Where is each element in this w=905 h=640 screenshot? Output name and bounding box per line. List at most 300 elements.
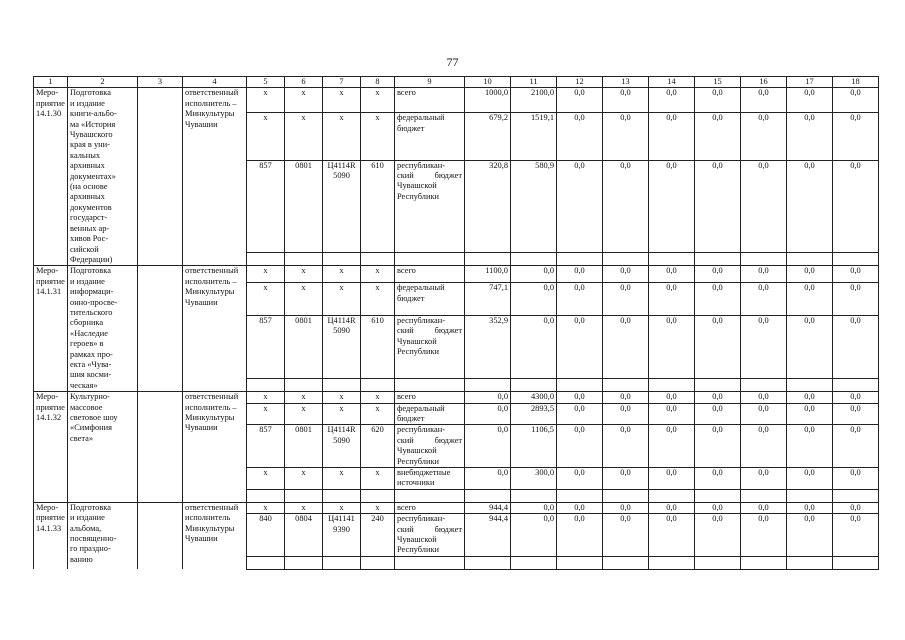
executor-cell bbox=[183, 266, 247, 392]
amount-cell: 0,0 bbox=[603, 403, 649, 425]
column-number: 11 bbox=[511, 77, 557, 88]
code-cell: 857 bbox=[247, 160, 285, 253]
spacer-cell bbox=[603, 379, 649, 392]
amount-cell: 0,0 bbox=[833, 514, 879, 557]
amount-cell: 0,0 bbox=[833, 266, 879, 283]
page-number: 77 bbox=[446, 55, 459, 69]
spacer-cell bbox=[741, 253, 787, 266]
amount-cell: 944,4 bbox=[465, 514, 511, 557]
amount-cell: 0,0 bbox=[603, 514, 649, 557]
spacer-cell bbox=[465, 489, 511, 502]
amount-cell: 0,0 bbox=[465, 403, 511, 425]
amount-cell: 0,0 bbox=[695, 514, 741, 557]
measure-name-line: (на основе bbox=[70, 182, 108, 192]
amount-cell: 0,0 bbox=[787, 266, 833, 283]
measure-name-line: ческая» bbox=[70, 380, 98, 390]
spacer-cell bbox=[511, 379, 557, 392]
measure-id-line: приятие bbox=[36, 513, 65, 523]
executor-cell bbox=[183, 392, 247, 503]
spacer-cell bbox=[557, 489, 603, 502]
table-body bbox=[34, 77, 879, 570]
amount-cell: 2100,0 bbox=[511, 88, 557, 113]
table-row bbox=[34, 266, 879, 283]
code-cell: x bbox=[247, 392, 285, 403]
amount-cell: 0,0 bbox=[695, 266, 741, 283]
amount-cell: 0,0 bbox=[511, 315, 557, 378]
empty-cell bbox=[138, 88, 183, 266]
measure-name-line: документов bbox=[70, 202, 112, 212]
amount-cell: 747,1 bbox=[465, 283, 511, 315]
measure-name-cell bbox=[68, 502, 138, 569]
code-cell: 0804 bbox=[285, 514, 323, 557]
executor-line: ответственный bbox=[185, 502, 239, 512]
measure-name-line: «Симфония bbox=[70, 423, 112, 433]
amount-cell: 0,0 bbox=[833, 113, 879, 160]
measure-id-line: приятие bbox=[36, 402, 65, 412]
code-cell: x bbox=[361, 502, 395, 513]
code-cell: x bbox=[285, 266, 323, 283]
measure-name-line: рамках про- bbox=[70, 349, 113, 359]
source-cell: федеральный бюджет bbox=[395, 403, 465, 425]
amount-cell: 0,0 bbox=[465, 425, 511, 468]
source-cell: федеральный бюджет bbox=[395, 113, 465, 160]
amount-cell: 0,0 bbox=[557, 392, 603, 403]
code-cell: x bbox=[323, 403, 361, 425]
amount-cell: 0,0 bbox=[787, 392, 833, 403]
spacer-cell bbox=[323, 556, 361, 569]
measure-name-line: книги-альбо- bbox=[70, 109, 117, 119]
amount-cell: 0,0 bbox=[695, 425, 741, 468]
amount-cell: 0,0 bbox=[557, 425, 603, 468]
measure-name-line: шия косми- bbox=[70, 370, 112, 380]
code-cell: 610 bbox=[361, 160, 395, 253]
executor-line: ответственный bbox=[185, 266, 239, 276]
amount-cell: 0,0 bbox=[465, 468, 511, 490]
column-number: 17 bbox=[787, 77, 833, 88]
spacer-cell bbox=[361, 253, 395, 266]
spacer-cell bbox=[833, 379, 879, 392]
spacer-cell bbox=[557, 379, 603, 392]
code-cell: x bbox=[285, 502, 323, 513]
measure-name-line: информаци- bbox=[70, 287, 114, 297]
amount-cell: 0,0 bbox=[741, 392, 787, 403]
spacer-cell bbox=[787, 253, 833, 266]
executor-line: Минкультуры bbox=[185, 413, 235, 422]
amount-cell: 0,0 bbox=[511, 502, 557, 513]
measure-id-line: Меро- bbox=[36, 266, 59, 276]
measure-name-line: альбома, bbox=[70, 523, 102, 533]
spacer-cell bbox=[395, 489, 465, 502]
source-cell: всего bbox=[395, 502, 465, 513]
code-cell: x bbox=[285, 113, 323, 160]
column-number: 13 bbox=[603, 77, 649, 88]
code-cell: Ц4114R 5090 bbox=[323, 425, 361, 468]
amount-cell: 0,0 bbox=[557, 266, 603, 283]
amount-cell: 0,0 bbox=[787, 315, 833, 378]
amount-cell: 0,0 bbox=[833, 425, 879, 468]
measure-name-line: посвященно- bbox=[70, 534, 117, 544]
measure-name-line: Культурно- bbox=[70, 392, 110, 402]
code-cell: x bbox=[323, 88, 361, 113]
spacer-cell bbox=[787, 489, 833, 502]
amount-cell: 0,0 bbox=[649, 514, 695, 557]
amount-cell: 0,0 bbox=[741, 266, 787, 283]
source-cell: всего bbox=[395, 266, 465, 283]
source-cell: всего bbox=[395, 392, 465, 403]
amount-cell: 320,8 bbox=[465, 160, 511, 253]
spacer-cell bbox=[649, 253, 695, 266]
measure-name-cell bbox=[68, 266, 138, 392]
executor-cell bbox=[183, 502, 247, 569]
code-cell: x bbox=[285, 392, 323, 403]
amount-cell: 0,0 bbox=[787, 283, 833, 315]
executor-line: Минкультуры bbox=[185, 523, 235, 533]
table-row bbox=[34, 392, 879, 403]
amount-cell: 0,0 bbox=[603, 425, 649, 468]
spacer-cell bbox=[465, 379, 511, 392]
code-cell: 0801 bbox=[285, 160, 323, 253]
amount-cell: 0,0 bbox=[695, 113, 741, 160]
spacer-cell bbox=[833, 489, 879, 502]
code-cell: 857 bbox=[247, 425, 285, 468]
spacer-cell bbox=[247, 253, 285, 266]
spacer-cell bbox=[285, 489, 323, 502]
code-cell: 240 bbox=[361, 514, 395, 557]
code-cell: 840 bbox=[247, 514, 285, 557]
spacer-cell bbox=[395, 379, 465, 392]
amount-cell: 0,0 bbox=[741, 514, 787, 557]
measure-id-line: 14.1.33 bbox=[36, 523, 62, 533]
spacer-cell bbox=[833, 253, 879, 266]
source-cell: республикан- ский бюджет Чувашской Республики bbox=[395, 425, 465, 468]
spacer-cell bbox=[395, 556, 465, 569]
amount-cell: 0,0 bbox=[557, 283, 603, 315]
amount-cell: 0,0 bbox=[557, 160, 603, 253]
amount-cell: 0,0 bbox=[557, 315, 603, 378]
spacer-cell bbox=[323, 379, 361, 392]
code-cell: x bbox=[361, 266, 395, 283]
amount-cell: 679,2 bbox=[465, 113, 511, 160]
amount-cell: 0,0 bbox=[741, 315, 787, 378]
amount-cell: 0,0 bbox=[649, 468, 695, 490]
spacer-cell bbox=[557, 253, 603, 266]
executor-line: исполнитель – bbox=[185, 402, 237, 412]
executor-line: ответственный bbox=[185, 88, 239, 98]
code-cell: x bbox=[285, 468, 323, 490]
amount-cell: 0,0 bbox=[557, 468, 603, 490]
column-number: 14 bbox=[649, 77, 695, 88]
empty-cell bbox=[138, 392, 183, 503]
measure-name-line: го праздно- bbox=[70, 544, 111, 554]
spacer-cell bbox=[285, 379, 323, 392]
spacer-cell bbox=[649, 556, 695, 569]
table-row bbox=[34, 88, 879, 113]
column-number-row bbox=[34, 77, 879, 88]
executor-line: ответственный bbox=[185, 392, 239, 402]
executor-line: Чувашии bbox=[185, 297, 218, 307]
code-cell: x bbox=[247, 113, 285, 160]
amount-cell: 0,0 bbox=[649, 502, 695, 513]
spacer-cell bbox=[695, 489, 741, 502]
source-cell: всего bbox=[395, 88, 465, 113]
measure-id-cell bbox=[34, 502, 68, 569]
amount-cell: 1000,0 bbox=[465, 88, 511, 113]
executor-line: Чувашии bbox=[185, 119, 218, 129]
amount-cell: 0,0 bbox=[833, 502, 879, 513]
spacer-cell bbox=[787, 556, 833, 569]
measure-name-line: массовое bbox=[70, 402, 103, 412]
executor-line: Минкультуры bbox=[185, 109, 235, 119]
amount-cell: 0,0 bbox=[787, 403, 833, 425]
measure-name-line: и издание bbox=[70, 513, 105, 523]
code-cell: x bbox=[361, 392, 395, 403]
code-cell: 620 bbox=[361, 425, 395, 468]
measure-name-line: Подготовка bbox=[70, 266, 111, 276]
code-cell: x bbox=[323, 266, 361, 283]
source-cell: федеральный бюджет bbox=[395, 283, 465, 315]
code-cell: x bbox=[247, 266, 285, 283]
amount-cell: 1519,1 bbox=[511, 113, 557, 160]
measure-name-line: сборника bbox=[70, 318, 104, 328]
amount-cell: 0,0 bbox=[557, 113, 603, 160]
spacer-cell bbox=[649, 379, 695, 392]
amount-cell: 0,0 bbox=[787, 468, 833, 490]
code-cell: x bbox=[247, 502, 285, 513]
amount-cell: 0,0 bbox=[695, 315, 741, 378]
spacer-cell bbox=[603, 253, 649, 266]
amount-cell: 0,0 bbox=[649, 88, 695, 113]
amount-cell: 0,0 bbox=[787, 160, 833, 253]
spacer-cell bbox=[649, 489, 695, 502]
amount-cell: 0,0 bbox=[741, 425, 787, 468]
amount-cell: 0,0 bbox=[695, 88, 741, 113]
amount-cell: 0,0 bbox=[695, 283, 741, 315]
column-number: 18 bbox=[833, 77, 879, 88]
spacer-cell bbox=[361, 556, 395, 569]
measure-name-line: венных ар- bbox=[70, 223, 110, 233]
spacer-cell bbox=[285, 556, 323, 569]
measure-id-cell bbox=[34, 266, 68, 392]
code-cell: x bbox=[247, 283, 285, 315]
amount-cell: 0,0 bbox=[741, 468, 787, 490]
column-number: 2 bbox=[68, 77, 138, 88]
amount-cell: 0,0 bbox=[603, 468, 649, 490]
amount-cell: 0,0 bbox=[603, 315, 649, 378]
amount-cell: 580,9 bbox=[511, 160, 557, 253]
budget-table bbox=[33, 76, 879, 570]
measure-name-line: государст- bbox=[70, 213, 108, 223]
amount-cell: 0,0 bbox=[603, 502, 649, 513]
measure-name-line: онно-просве- bbox=[70, 297, 118, 307]
column-number: 15 bbox=[695, 77, 741, 88]
spacer-cell bbox=[557, 556, 603, 569]
amount-cell: 0,0 bbox=[649, 113, 695, 160]
column-number: 8 bbox=[361, 77, 395, 88]
amount-cell: 0,0 bbox=[695, 403, 741, 425]
measure-name-line: света» bbox=[70, 433, 94, 443]
amount-cell: 944,4 bbox=[465, 502, 511, 513]
code-cell: x bbox=[361, 113, 395, 160]
spacer-cell bbox=[741, 379, 787, 392]
code-cell: x bbox=[247, 468, 285, 490]
code-cell: 0801 bbox=[285, 425, 323, 468]
measure-name-line: тительского bbox=[70, 307, 113, 317]
amount-cell: 0,0 bbox=[787, 425, 833, 468]
code-cell: x bbox=[361, 283, 395, 315]
amount-cell: 0,0 bbox=[833, 315, 879, 378]
measure-id-line: приятие bbox=[36, 98, 65, 108]
amount-cell: 2893,5 bbox=[511, 403, 557, 425]
amount-cell: 0,0 bbox=[787, 113, 833, 160]
amount-cell: 0,0 bbox=[649, 315, 695, 378]
amount-cell: 0,0 bbox=[557, 88, 603, 113]
spacer-cell bbox=[511, 253, 557, 266]
source-cell: республикан- ский бюджет Чувашской Республики bbox=[395, 160, 465, 253]
spacer-cell bbox=[247, 556, 285, 569]
amount-cell: 0,0 bbox=[787, 88, 833, 113]
spacer-cell bbox=[511, 489, 557, 502]
code-cell: Ц4114R 5090 bbox=[323, 160, 361, 253]
spacer-cell bbox=[833, 556, 879, 569]
amount-cell: 0,0 bbox=[603, 392, 649, 403]
measure-name-line: световое шоу bbox=[70, 413, 118, 422]
amount-cell: 1100,0 bbox=[465, 266, 511, 283]
column-number: 4 bbox=[183, 77, 247, 88]
amount-cell: 0,0 bbox=[649, 160, 695, 253]
spacer-cell bbox=[695, 556, 741, 569]
column-number: 3 bbox=[138, 77, 183, 88]
measure-name-line: героев» в bbox=[70, 339, 104, 349]
source-cell: республикан- ский бюджет Чувашской Республики bbox=[395, 315, 465, 378]
spacer-cell bbox=[603, 556, 649, 569]
code-cell: x bbox=[361, 468, 395, 490]
measure-name-cell bbox=[68, 392, 138, 503]
amount-cell: 0,0 bbox=[695, 502, 741, 513]
executor-line: исполнитель – bbox=[185, 98, 237, 108]
column-number: 12 bbox=[557, 77, 603, 88]
amount-cell: 0,0 bbox=[603, 113, 649, 160]
spacer-cell bbox=[323, 253, 361, 266]
amount-cell: 0,0 bbox=[649, 403, 695, 425]
measure-id-line: 14.1.30 bbox=[36, 109, 62, 119]
spacer-cell bbox=[511, 556, 557, 569]
measure-id-line: приятие bbox=[36, 276, 65, 286]
spacer-cell bbox=[247, 379, 285, 392]
amount-cell: 0,0 bbox=[787, 502, 833, 513]
measure-name-line: кальных bbox=[70, 150, 101, 160]
column-number: 10 bbox=[465, 77, 511, 88]
amount-cell: 0,0 bbox=[833, 283, 879, 315]
column-number: 1 bbox=[34, 77, 68, 88]
spacer-cell bbox=[323, 489, 361, 502]
amount-cell: 1106,5 bbox=[511, 425, 557, 468]
amount-cell: 352,9 bbox=[465, 315, 511, 378]
executor-line: исполнитель – bbox=[185, 276, 237, 286]
amount-cell: 0,0 bbox=[511, 266, 557, 283]
code-cell: 857 bbox=[247, 315, 285, 378]
spacer-cell bbox=[787, 379, 833, 392]
measure-id-line: 14.1.32 bbox=[36, 413, 62, 422]
amount-cell: 0,0 bbox=[649, 266, 695, 283]
amount-cell: 0,0 bbox=[833, 468, 879, 490]
amount-cell: 0,0 bbox=[511, 283, 557, 315]
measure-name-line: Федерации) bbox=[70, 254, 113, 264]
empty-cell bbox=[138, 502, 183, 569]
amount-cell: 0,0 bbox=[787, 514, 833, 557]
source-cell: внебюджетные источники bbox=[395, 468, 465, 490]
measure-name-line: сийской bbox=[70, 244, 99, 254]
column-number: 7 bbox=[323, 77, 361, 88]
amount-cell: 0,0 bbox=[695, 392, 741, 403]
code-cell: Ц4114R 5090 bbox=[323, 315, 361, 378]
code-cell: x bbox=[247, 88, 285, 113]
spacer-cell bbox=[695, 379, 741, 392]
executor-line: Минкультуры bbox=[185, 287, 235, 297]
measure-name-line: Чувашского bbox=[70, 130, 113, 140]
measure-name-line: екта «Чува- bbox=[70, 359, 112, 369]
amount-cell: 0,0 bbox=[603, 88, 649, 113]
code-cell: x bbox=[285, 88, 323, 113]
amount-cell: 0,0 bbox=[695, 468, 741, 490]
empty-cell bbox=[138, 266, 183, 392]
code-cell: x bbox=[323, 468, 361, 490]
measure-name-line: ванию bbox=[70, 554, 93, 564]
spacer-cell bbox=[695, 253, 741, 266]
table-row bbox=[34, 502, 879, 513]
spacer-cell bbox=[465, 253, 511, 266]
spacer-cell bbox=[285, 253, 323, 266]
amount-cell: 0,0 bbox=[741, 160, 787, 253]
amount-cell: 0,0 bbox=[557, 514, 603, 557]
spacer-cell bbox=[361, 379, 395, 392]
amount-cell: 0,0 bbox=[649, 392, 695, 403]
code-cell: x bbox=[247, 403, 285, 425]
measure-name-line: Подготовка bbox=[70, 88, 111, 98]
measure-name-line: архивных bbox=[70, 161, 105, 171]
executor-line: исполнитель bbox=[185, 513, 231, 523]
measure-id-line: Меро- bbox=[36, 88, 59, 98]
amount-cell: 0,0 bbox=[833, 403, 879, 425]
measure-id-line: Меро- bbox=[36, 392, 59, 402]
measure-name-line: и издание bbox=[70, 98, 105, 108]
amount-cell: 0,0 bbox=[741, 88, 787, 113]
amount-cell: 0,0 bbox=[833, 392, 879, 403]
code-cell: x bbox=[285, 283, 323, 315]
column-number: 16 bbox=[741, 77, 787, 88]
code-cell: x bbox=[323, 283, 361, 315]
column-number: 5 bbox=[247, 77, 285, 88]
amount-cell: 4300,0 bbox=[511, 392, 557, 403]
measure-id-cell bbox=[34, 88, 68, 266]
spacer-cell bbox=[395, 253, 465, 266]
code-cell: Ц41141 9390 bbox=[323, 514, 361, 557]
code-cell: x bbox=[323, 113, 361, 160]
amount-cell: 0,0 bbox=[741, 403, 787, 425]
amount-cell: 0,0 bbox=[603, 266, 649, 283]
amount-cell: 0,0 bbox=[603, 283, 649, 315]
code-cell: x bbox=[323, 392, 361, 403]
spacer-cell bbox=[361, 489, 395, 502]
amount-cell: 0,0 bbox=[649, 283, 695, 315]
measure-name-line: архивных bbox=[70, 192, 105, 202]
amount-cell: 0,0 bbox=[557, 502, 603, 513]
amount-cell: 0,0 bbox=[511, 514, 557, 557]
amount-cell: 0,0 bbox=[649, 425, 695, 468]
code-cell: x bbox=[361, 88, 395, 113]
amount-cell: 0,0 bbox=[557, 403, 603, 425]
amount-cell: 0,0 bbox=[603, 160, 649, 253]
measure-name-line: и издание bbox=[70, 276, 105, 286]
